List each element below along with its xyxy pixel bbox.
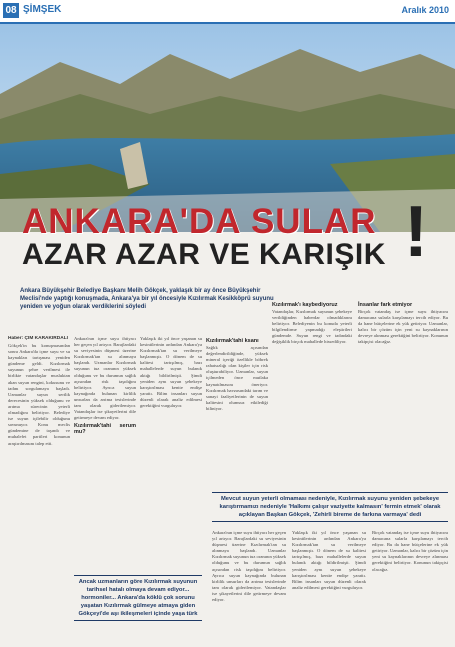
byline: Haber: ÇİM KARAKIRDALI [8, 336, 68, 341]
column-2-text: Ankara'nın içme suyu ihtiyacı her geçen yıl artıyor. Barajlardaki su seviyesinin düşmesi üzerine Kızılırmak'tan su alınmaya başlandı. Uzmanlar Kızılırmak suyunun tuz oranının yüksek olduğunu ve bu durumun sağlık açısından risk taşıdığını belirtiyor. Ayrıca suyun kaynağında bulunan kirlilik unsurları da arıtma tesislerinde tam olarak giderilemiyor. Vatandaşlar ise şikayetlerini dile getirmeye devam ediyor. [74, 336, 136, 421]
subhead-2: Kızılırmak'tahi ksanı [206, 338, 259, 344]
pull-quote-2: Mevcut suyun yeterli olmaması nedeniyle, Kızılırmak suyunu yeniden şebekeye karıştırmamızı nedeniyle 'Halkımı çalışır vaziyette kalmasın' fermin etmek' olarak açıklayan Başkan Gökçek, 'Zehirli bireme de farkına varmaya' dedi [212, 492, 448, 522]
column-6-text: Birçok vatandaş ise içme suyu ihtiyacını damacana sularla karşılamayı tercih ediyor. Bu da hane bütçelerine ek yük getiriyor. Uzmanlar, kalıcı bir çözüm için yeni su kaynaklarının devreye alınması gerektiğini belirtiyor. Konunun takipçisi olacağız. [358, 309, 448, 345]
headline-main: ANKARA'DA SULAR [22, 202, 377, 241]
column-6 [358, 300, 448, 488]
column-3-text: Yaklaşık iki yıl önce yaşanan su kesintilerinin ardından Ankara'ya Kızılırmak'tan su verilmeye başlanmıştı. O dönem de su kalitesi tartışılmış, bazı mahallelerde suyun bulanık aktığı bildirilmişti. Şimdi yeniden aynı suyun şebekeye karıştırılması kentte endişe yarattı. Bilim insanları suyun düzenli olarak analiz edilmesi gerektiğini vurguluyor. [140, 336, 202, 409]
column-4-text: Sağlık açısından değerlendirildiğinde, yüksek mineral içeriği özellikle böbrek rahatsızlığı olan kişiler için risk oluşturabiliyor. Uzmanlar, suyun içilmeden önce mutlaka kaynatılmasını öneriyor. Kızılırmak havzasındaki tarım ve sanayi faaliyetlerinin de suyun kalitesini olumsuz etkilediği biliniyor. [206, 345, 268, 411]
column-7 [212, 530, 286, 642]
column-1-text: Gökçek'in bu konuşmasından sonra Ankara'da içme suyu ve su kaynakları tartışması yeniden gündeme geldi. Kızılırmak suyunun şehre verilmesi ile birlikte vatandaşlar musluktan akan suyun rengini, kokusunu ve tadını sorgulamaya başladı. Uzmanlar suyun sertlik derecesinin yüksek olduğunu ve arıtma sürecinin yeterli olmadığını belirtiyor. Belediye ise suyun içilebilir olduğunu savunuyor. Konu meclis gündemine de taşındı ve muhalefet partileri konunun araştırılmasını talep etti. [8, 343, 70, 446]
column-2 [74, 336, 136, 570]
issue-date: Aralık 2010 [401, 5, 449, 15]
column-3 [140, 336, 202, 570]
section-title: ŞİMŞEK [23, 4, 62, 15]
column-7-text: Ankara'nın içme suyu ihtiyacı her geçen yıl artıyor. Barajlardaki su seviyesinin düşmesi üzerine Kızılırmak'tan su alınmaya başlandı. Uzmanlar Kızılırmak suyunun tuz oranının yüksek olduğunu ve bu durumun sağlık açısından risk taşıdığını belirtiyor. Ayrıca suyun kaynağında bulunan kirlilik unsurları da arıtma tesislerinde tam olarak giderilemiyor. Vatandaşlar ise şikayetlerini dile getirmeye devam ediyor. [212, 530, 286, 603]
column-9 [372, 530, 448, 642]
column-8-text: Yaklaşık iki yıl önce yaşanan su kesintilerinin ardından Ankara'ya Kızılırmak'tan su verilmeye başlanmıştı. O dönem de su kalitesi tartışılmış, bazı mahallelerde suyun bulanık aktığı bildirilmişti. Şimdi yeniden aynı suyun şebekeye karıştırılması kentte endişe yarattı. Bilim insanları suyun düzenli olarak analiz edilmesi gerektiğini vurguluyor. [292, 530, 366, 590]
page-number: 08 [3, 3, 19, 18]
pull-quote-1: Ancak uzmanların göre Kızılırmak suyunun tarihsel hatalı olmaya devam ediyor... hormoniler... Ankara'da köklü çok sorunu yaşatan Kızılırmak gülmeye atmaya giden Gökçeyi'de aşı ikileşmeleri içinde yaşa türk [74, 575, 202, 621]
subhead-1: Kızılırmak'tahi serum mu? [74, 423, 136, 436]
column-5-text: Vatandaşlar, Kızılırmak suyunun şebekeye verildiğinden haberdar olmadıklarını belirtiyor. Belediyenin bu konuda yeterli bilgilendirme yapmadığı eleştirileri gündemde. Suyun rengi ve tadındaki değişiklik birçok mahallede hissediliyor. [272, 309, 352, 345]
column-9-text: Birçok vatandaş ise içme suyu ihtiyacını damacana sularla karşılamayı tercih ediyor. Bu da hane bütçelerine ek yük getiriyor. Uzmanlar, kalıcı bir çözüm için yeni su kaynaklarının devreye alınması gerektiğini belirtiyor. Konunun takipçisi olacağız. [372, 530, 448, 572]
subhead-4: İnsanlar fark etmiyor [358, 302, 413, 308]
column-8 [292, 530, 366, 642]
dam-photo [0, 24, 455, 232]
exclamation-mark: ! [404, 192, 428, 272]
article-deck: Ankara Büyükşehir Belediye Başkanı Melih Gökçek, yaklaşık bir ay önce Büyükşehir Meclisi'nde yaptığı konuşmada, Ankara'ya bir yıl öncesiyle Kızılırmak Kesikköprü suyunu yeniden ve yoğun olarak verdiklerini söyledi [20, 288, 274, 310]
column-5 [272, 300, 352, 488]
subhead-3: Kızılırmak'ı kaybediyoruz [272, 302, 338, 308]
page-header [0, 0, 455, 24]
headline-sub: AZAR AZAR VE KARIŞIK [22, 238, 386, 271]
column-1 [8, 336, 70, 642]
